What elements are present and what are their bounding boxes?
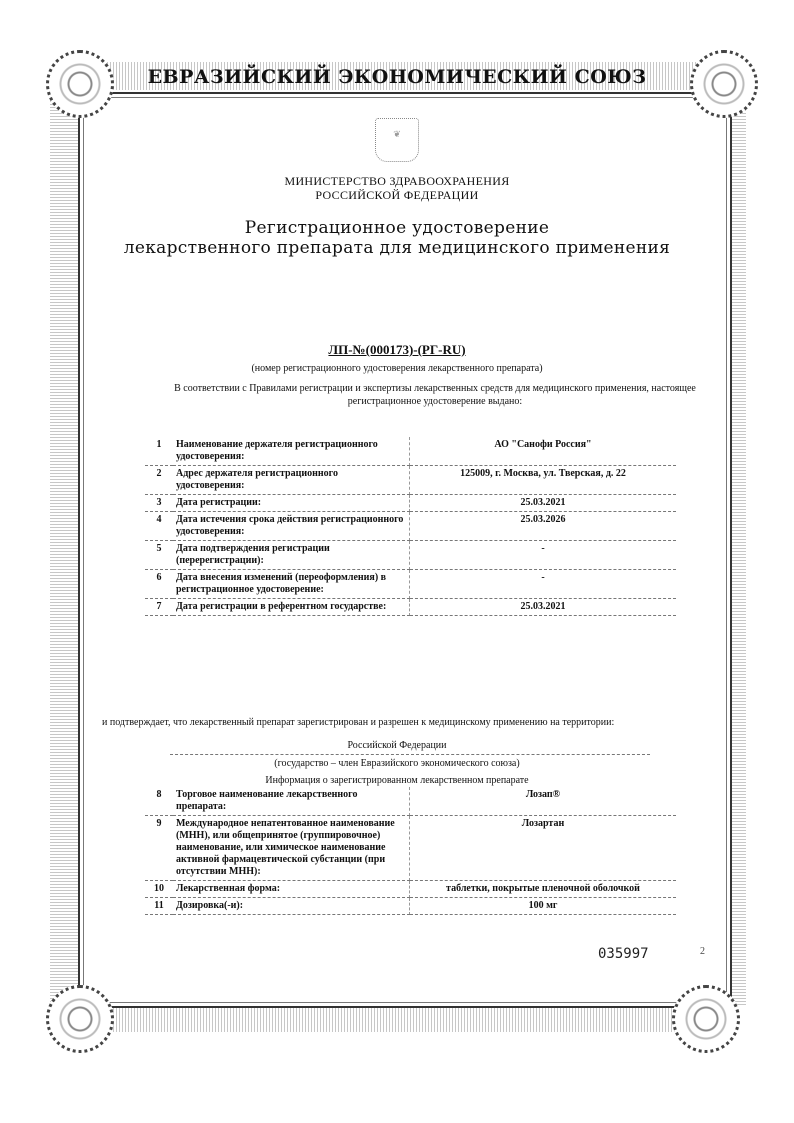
row-value: таблетки, покрытые пленочной оболочкой: [410, 881, 677, 898]
preamble-text: В соответствии с Правилами регистрации и экспертизы лекарственных средств для медицинского применения, настоящее регистрационное удостоверение выдано:: [174, 383, 696, 407]
row-label: Лекарственная форма:: [173, 881, 410, 898]
page-mark: 2: [700, 946, 705, 957]
table-row: [145, 512, 676, 541]
form-serial-number: 035997: [598, 946, 649, 962]
registration-number: ЛП-№(000173)-(РГ-RU): [328, 342, 466, 357]
rosette-ornament-icon: [672, 985, 740, 1053]
row-label: Дата регистрации:: [173, 495, 410, 512]
row-number: 3: [145, 495, 173, 512]
row-label: Торговое наименование лекарственного препарата:: [173, 787, 410, 816]
divider: [170, 754, 650, 755]
ministry-line-1: МИНИСТЕРСТВО ЗДРАВООХРАНЕНИЯ: [284, 174, 510, 188]
registration-number-caption: (номер регистрационного удостоверения лекарственного препарата): [251, 363, 543, 374]
row-label: Дата внесения изменений (переоформления) в регистрационное удостоверение:: [173, 570, 410, 599]
row-label: Международное непатентованное наименование (МНН), или общепринятое (группировочное) наименование, или химическое наименование активной фармацевтической субстанции (при отсутствии МНН):: [173, 816, 410, 881]
ministry-line-2: РОССИЙСКОЙ ФЕДЕРАЦИИ: [315, 188, 479, 202]
row-value: -: [410, 570, 677, 599]
row-number: 1: [145, 437, 173, 466]
table-row: [145, 881, 676, 898]
row-number: 7: [145, 599, 173, 616]
row-value: 25.03.2021: [410, 495, 677, 512]
confirmation-text: и подтверждает, что лекарственный препарат зарегистрирован и разрешен к медицинскому применению на территории:: [102, 717, 615, 728]
row-number: 5: [145, 541, 173, 570]
row-number: 8: [145, 787, 173, 816]
row-number: 4: [145, 512, 173, 541]
row-value: АО "Санофи Россия": [410, 437, 677, 466]
row-label: Дата истечения срока действия регистрационного удостоверения:: [173, 512, 410, 541]
table-row: [145, 541, 676, 570]
row-number: 9: [145, 816, 173, 881]
row-value: 100 мг: [410, 898, 677, 915]
title-line-1: Регистрационное удостоверение: [244, 218, 550, 238]
product-info-table: [145, 787, 676, 915]
row-value: 125009, г. Москва, ул. Тверская, д. 22: [410, 466, 677, 495]
table-row: [145, 787, 676, 816]
table-row: [145, 495, 676, 512]
certificate-title: [0, 218, 794, 258]
union-title: ЕВРАЗИЙСКИЙ ЭКОНОМИЧЕСКИЙ СОЮЗ: [147, 66, 647, 88]
table-row: [145, 599, 676, 616]
title-line-2: лекарственного препарата для медицинского применения: [123, 238, 671, 258]
table-row: [145, 816, 676, 881]
holder-info-table: [145, 437, 676, 616]
table-row: [145, 466, 676, 495]
row-value: Лозап®: [410, 787, 677, 816]
row-value: 25.03.2021: [410, 599, 677, 616]
country-name: Российской Федерации: [347, 740, 447, 751]
country-caption: (государство – член Евразийского экономического союза): [274, 758, 520, 769]
table-row: [145, 570, 676, 599]
row-label: Дата подтверждения регистрации (перерегистрации):: [173, 541, 410, 570]
rosette-ornament-icon: [46, 985, 114, 1053]
row-label: Дата регистрации в референтном государстве:: [173, 599, 410, 616]
product-info-heading: Информация о зарегистрированном лекарственном препарате: [265, 775, 529, 786]
table-row: [145, 898, 676, 915]
row-number: 10: [145, 881, 173, 898]
row-number: 2: [145, 466, 173, 495]
row-value: Лозартан: [410, 816, 677, 881]
row-value: -: [410, 541, 677, 570]
row-number: 6: [145, 570, 173, 599]
row-label: Дозировка(-и):: [173, 898, 410, 915]
ministry-name: [0, 174, 794, 202]
row-value: 25.03.2026: [410, 512, 677, 541]
row-number: 11: [145, 898, 173, 915]
row-label: Адрес держателя регистрационного удостоверения:: [173, 466, 410, 495]
row-label: Наименование держателя регистрационного удостоверения:: [173, 437, 410, 466]
ornament-border-bottom: [80, 1006, 720, 1032]
coat-of-arms-icon: ❦: [375, 118, 419, 162]
table-row: [145, 437, 676, 466]
